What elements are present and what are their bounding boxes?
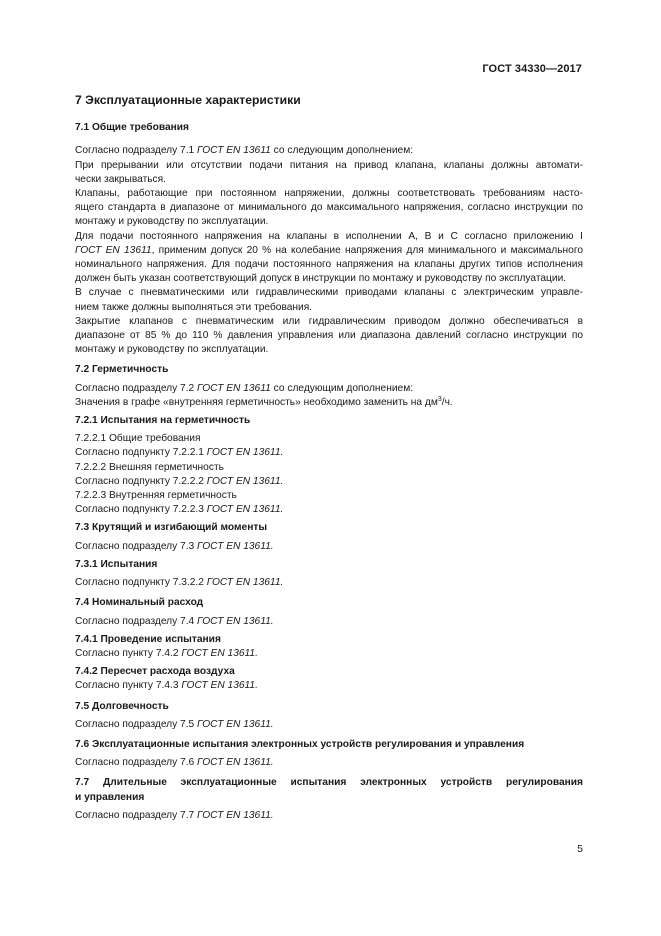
section-7-3-1-title: 7.3.1 Испытания xyxy=(75,558,158,570)
text: Согласно подразделу 7.6 xyxy=(75,757,198,769)
section-7-7-title: 7.7 Длительные эксплуатационные испытания электронных устройств регулирования xyxy=(75,777,583,789)
section-7-2-1-title: 7.2.1 Испытания на герметичность xyxy=(75,415,251,427)
section-7-6-title: 7.6 Эксплуатационные испытания электронных устройств регулирования и управления xyxy=(75,738,525,750)
standard-reference: ГОСТ EN 13611 xyxy=(75,244,152,256)
standard-reference: ГОСТ EN 13611. xyxy=(197,809,274,821)
text: Согласно подпункту 7.2.2.3 xyxy=(75,504,207,516)
paragraph-line: нием также должны выполняться эти требования. xyxy=(75,301,313,313)
paragraph xyxy=(75,647,583,661)
subsection-title: 7.2.2.1 Общие требования xyxy=(75,433,201,445)
section-7-4-title: 7.4 Номинальный расход xyxy=(75,597,204,609)
paragraph xyxy=(75,576,583,590)
standard-reference: ГОСТ EN 13611. xyxy=(197,615,274,627)
text: Согласно подпункту 7.2.2.1 xyxy=(75,447,207,459)
document-header-id: ГОСТ 34330—2017 xyxy=(482,63,582,75)
paragraph-line: должен быть указан соответствующий допуск в инструкции по монтажу и руководству по эксплуатации. xyxy=(75,273,567,285)
text: Согласно подпункту 7.3.2.2 xyxy=(75,577,207,589)
paragraph xyxy=(75,396,583,410)
standard-reference: ГОСТ EN 13611. xyxy=(197,757,274,769)
section-7-3-title: 7.3 Крутящий и изгибающий моменты xyxy=(75,522,268,534)
section-7-1-title: 7.1 Общие требования xyxy=(75,122,189,134)
text: Согласно пункту 7.4.2 xyxy=(75,647,182,659)
text: Согласно подразделу 7.1 xyxy=(75,145,198,157)
subsection-title: 7.2.2.3 Внутренняя герметичность xyxy=(75,490,237,502)
text: Согласно подпункту 7.2.2.2 xyxy=(75,475,207,487)
text: Согласно подразделу 7.3 xyxy=(75,540,198,552)
section-7-4-2-title: 7.4.2 Пересчет расхода воздуха xyxy=(75,666,235,678)
paragraph xyxy=(75,809,583,823)
text: Согласно подразделу 7.5 xyxy=(75,718,198,730)
paragraph xyxy=(75,503,583,517)
section-7-5-title: 7.5 Долговечность xyxy=(75,700,169,712)
text: Согласно подразделу 7.2 xyxy=(75,382,198,394)
superscript: 3 xyxy=(437,395,442,403)
standard-reference: ГОСТ EN 13611. xyxy=(206,504,284,516)
text: /ч. xyxy=(441,396,453,408)
paragraph-line: диапазоне от 85 % до 110 % давления управления или диапазона давлений согласно инструкции по xyxy=(75,330,583,342)
paragraph xyxy=(75,540,583,554)
text: , применим допуск 20 % на колебание напряжения для минимального и максимального xyxy=(151,244,583,256)
text: Согласно пункту 7.4.3 xyxy=(75,680,182,692)
paragraph-line xyxy=(75,244,583,258)
standard-reference: ГОСТ EN 13611. xyxy=(181,680,258,692)
paragraph xyxy=(75,382,583,396)
subsection-title: 7.2.2.2 Внешняя герметичность xyxy=(75,461,224,473)
section-7-7-title-cont: и управления xyxy=(75,791,145,803)
paragraph xyxy=(75,144,583,158)
standard-reference: ГОСТ EN 13611 xyxy=(197,382,271,394)
paragraph-line: чески закрываться. xyxy=(75,173,166,185)
paragraph-line: Клапаны, работающие при постоянном напряжении, должны соответствовать требованиям насто- xyxy=(75,188,583,200)
text: Согласно подразделу 7.4 xyxy=(75,615,198,627)
paragraph xyxy=(75,446,583,460)
standard-reference: ГОСТ EN 13611 xyxy=(197,145,271,157)
section-7-4-1-title: 7.4.1 Проведение испытания xyxy=(75,633,221,645)
text: со следующим дополнением: xyxy=(270,145,414,157)
paragraph-line: монтажу и руководству по эксплуатации. xyxy=(75,216,269,228)
standard-reference: ГОСТ EN 13611. xyxy=(181,647,258,659)
text: Согласно подразделу 7.7 xyxy=(75,809,198,821)
paragraph-line: В случае с пневматическими или гидравлическими приводами клапаны с электрическим управле- xyxy=(75,287,583,299)
paragraph-line: Для подачи постоянного напряжения на клапаны в исполнении А, В и С согласно приложению I xyxy=(75,230,583,242)
text: Значения в графе «внутренняя герметичность» необходимо заменить на дм xyxy=(75,396,438,408)
paragraph xyxy=(75,756,583,770)
section-7-title: 7 Эксплуатационные характеристики xyxy=(75,93,301,107)
standard-reference: ГОСТ EN 13611. xyxy=(206,577,284,589)
standard-reference: ГОСТ EN 13611. xyxy=(197,540,274,552)
paragraph xyxy=(75,679,583,693)
paragraph-line: При прерывании или отсутствии подачи питания на привод клапана, клапаны должны автомати- xyxy=(75,159,583,171)
paragraph-line: монтажу и руководству по эксплуатации. xyxy=(75,344,269,356)
standard-reference: ГОСТ EN 13611. xyxy=(206,447,284,459)
paragraph xyxy=(75,718,583,732)
text: со следующим дополнением: xyxy=(270,382,414,394)
page-number: 5 xyxy=(577,843,583,855)
paragraph-line: номинального напряжения. Для подачи постоянного напряжения на клапаны других типов исполнения xyxy=(75,259,583,271)
section-7-2-title: 7.2 Герметичность xyxy=(75,364,169,376)
standard-reference: ГОСТ EN 13611. xyxy=(206,475,284,487)
document-body xyxy=(75,90,583,823)
paragraph xyxy=(75,615,583,629)
paragraph xyxy=(75,475,583,489)
paragraph-line: Закрытие клапанов с пневматическим или гидравлическим приводом должно обеспечиваться в xyxy=(75,315,583,327)
paragraph-line: ящего стандарта в диапазоне от минимального до максимального напряжения, согласно инструкции по xyxy=(75,202,583,214)
standard-reference: ГОСТ EN 13611. xyxy=(197,718,274,730)
